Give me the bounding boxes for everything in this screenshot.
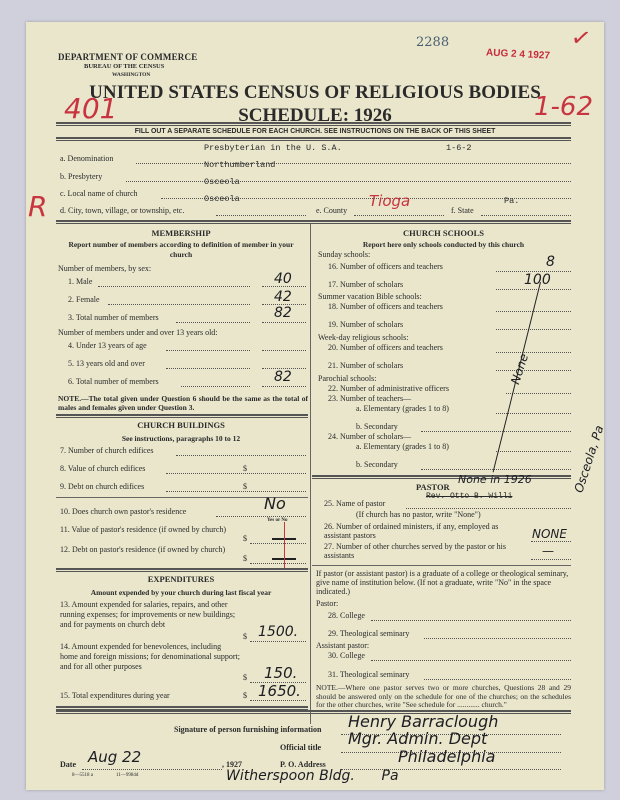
denomination-value[interactable]: Presbyterian in the U. S.A. xyxy=(204,143,342,153)
fill-out-instruction: FILL OUT A SEPARATE SCHEDULE FOR EACH CHURCH. SEE INSTRUCTIONS ON THE BACK OF THIS SHEET xyxy=(134,126,496,135)
signature-value[interactable]: Henry Barraclough xyxy=(348,712,499,731)
schedule-number-stamp: 2288 xyxy=(416,35,450,50)
q25-label: 25. Name of pastor xyxy=(324,499,386,508)
po-address-label: P. O. Address xyxy=(280,760,326,769)
form-subtitle: SCHEDULE: 1926 xyxy=(238,105,392,126)
city-line xyxy=(216,215,306,216)
q20-label: 20. Number of officers and teachers xyxy=(328,343,443,352)
city-label: d. City, town, village, or township, etc. xyxy=(60,206,185,215)
pastor-divider xyxy=(312,565,571,566)
check-mark-icon: ✓ xyxy=(568,22,594,54)
signature-label: Signature of person furnishing information xyxy=(174,725,322,734)
q8-line[interactable] xyxy=(166,473,306,474)
form-number: 8—5518 a xyxy=(72,773,93,778)
graduate-instruction: If pastor (or assistant pastor) is a graduate of a college or theological seminary, give name of institution below. (If not a graduate, write "No" in the space indicated.) xyxy=(316,569,569,596)
q26-label: 26. Number of ordained ministers, if any, employed as assistant pastors xyxy=(324,522,499,540)
parochial-schools-label: Parochial schools: xyxy=(318,374,377,383)
margin-mark-r: R xyxy=(28,190,48,223)
q9-line[interactable] xyxy=(166,491,306,492)
q16-value[interactable]: 8 xyxy=(546,254,555,270)
pastor-note: NOTE.—Where one pastor serves two or more churches, Questions 28 and 29 should be answered only on the schedule for one of the churches; on the schedules for the other churches, write "See schedule for ............ church." xyxy=(316,683,571,709)
pastor-none-note: None in 1926 xyxy=(458,473,532,486)
department-name: DEPARTMENT OF COMMERCE xyxy=(58,52,198,62)
received-date-stamp: AUG 2 4 1927 xyxy=(485,47,551,62)
census-schedule-sheet xyxy=(26,22,607,790)
q30-line[interactable] xyxy=(371,660,571,661)
q29-label: 29. Theological seminary xyxy=(328,629,410,638)
q22-line[interactable] xyxy=(506,393,571,394)
presbytery-line xyxy=(126,181,571,182)
official-title-value[interactable]: Mgr. Admin. Dept xyxy=(348,729,488,748)
weekday-schools-label: Week-day religious schools: xyxy=(318,333,409,342)
column-divider xyxy=(310,224,311,724)
q5-line xyxy=(166,368,250,369)
buildings-rule xyxy=(56,568,308,572)
assistant-pastor-subheading: Assistant pastor: xyxy=(316,641,370,650)
q3-total-value[interactable]: 82 xyxy=(274,305,292,321)
state-line xyxy=(481,215,571,216)
city-value[interactable]: Osceola xyxy=(204,194,240,204)
denomination-code: 1-6-2 xyxy=(446,143,472,153)
q4-answer-line[interactable] xyxy=(262,350,306,351)
q11-line[interactable] xyxy=(250,543,306,544)
county-label: e. County xyxy=(316,206,348,215)
bureau-name: BUREAU OF THE CENSUS xyxy=(84,63,165,70)
q10-line xyxy=(216,516,306,517)
q8-dollar: $ xyxy=(243,464,247,473)
q19-line[interactable] xyxy=(496,329,571,330)
q4-under13-label: 4. Under 13 years of age xyxy=(68,341,147,350)
po-address-value[interactable]: Philadelphia xyxy=(398,747,496,766)
q14-dollar: $ xyxy=(243,673,247,682)
state-label: f. State xyxy=(451,206,474,215)
buildings-heading: CHURCH BUILDINGS xyxy=(137,420,225,430)
print-code: 11—9984d xyxy=(116,773,139,778)
date-label: Date xyxy=(60,760,76,769)
q9-label: 9. Debt on church edifices xyxy=(60,482,145,491)
q1-male-label: 1. Male xyxy=(68,277,93,286)
yes-no-hint: Yes or No xyxy=(267,518,288,523)
by-sex-label: Number of members, by sex: xyxy=(58,264,152,273)
q13-line xyxy=(250,641,306,642)
q8-label: 8. Value of church edifices xyxy=(60,464,146,473)
denomination-label: a. Denomination xyxy=(60,154,114,163)
county-line xyxy=(354,215,444,216)
q23b-line[interactable] xyxy=(421,431,571,432)
q22-label: 22. Number of administrative officers xyxy=(328,384,449,393)
q15-label: 15. Total expenditures during year xyxy=(60,691,170,700)
q31-label: 31. Theological seminary xyxy=(328,670,410,679)
q7-line[interactable] xyxy=(176,455,306,456)
q24b-line[interactable] xyxy=(421,469,571,470)
q15-value[interactable]: 1650. xyxy=(258,682,301,700)
q13-label: 13. Amount expended for salaries, repairs, and other running expenses; for improvements or new buildings; and for payments on church debt xyxy=(60,600,236,629)
q11-dollar: $ xyxy=(243,534,247,543)
membership-heading: MEMBERSHIP xyxy=(151,228,211,238)
form-title: UNITED STATES CENSUS OF RELIGIOUS BODIES xyxy=(89,82,541,103)
q31-line[interactable] xyxy=(424,679,571,680)
q18-label: 18. Number of officers and teachers xyxy=(328,302,443,311)
sunday-schools-label: Sunday schools: xyxy=(318,250,371,259)
q30-label: 30. College xyxy=(328,651,365,660)
schools-intro: Report here only schools conducted by this church xyxy=(362,240,525,249)
q27-label: 27. Number of other churches served by the pastor or his assistants xyxy=(324,542,506,560)
local-church-name-value[interactable]: Osceola xyxy=(204,177,240,187)
expenditures-intro: Amount expended by your church during last fiscal year xyxy=(90,588,272,597)
q16-label: 16. Number of officers and teachers xyxy=(328,262,443,271)
membership-intro: Report number of members according to definition of member in your church xyxy=(68,240,294,259)
pastor-subheading: Pastor: xyxy=(316,599,339,608)
by-age-label: Number of members under and over 13 years old: xyxy=(58,328,218,337)
q23-label: 23. Number of teachers— xyxy=(328,394,412,403)
q2-line xyxy=(108,304,250,305)
q14-label: 14. Amount expended for benevolences, including home and foreign missions; for denominational support; and for all other purposes xyxy=(60,642,240,671)
q12-line[interactable] xyxy=(250,563,306,564)
q26-value[interactable]: NONE xyxy=(532,527,567,541)
membership-note: NOTE.—The total given under Question 6 should be the same as the total of males and females given under Question 3. xyxy=(58,394,308,412)
q15-line xyxy=(250,700,306,701)
q17-label: 17. Number of scholars xyxy=(328,280,404,289)
q3-answer-line xyxy=(262,322,306,323)
q24-label: 24. Number of scholars— xyxy=(328,432,412,441)
q27-value[interactable]: — xyxy=(542,544,554,558)
q21-line[interactable] xyxy=(496,370,571,371)
q3-total-label: 3. Total number of members xyxy=(68,313,159,322)
q20-line[interactable] xyxy=(496,352,571,353)
q6-total-label: 6. Total number of members xyxy=(68,377,159,386)
q21-label: 21. Number of scholars xyxy=(328,361,404,370)
q13-dollar: $ xyxy=(243,632,247,641)
q5-over13-label: 5. 13 years old and over xyxy=(68,359,145,368)
q23a-label: a. Elementary (grades 1 to 8) xyxy=(356,404,449,413)
q19-label: 19. Number of scholars xyxy=(328,320,404,329)
q26-line xyxy=(531,541,571,542)
q6-answer-line xyxy=(262,386,306,387)
q14-value[interactable]: 150. xyxy=(264,664,298,682)
official-title-label: Official title xyxy=(280,743,322,752)
q23b-label: b. Secondary xyxy=(356,422,398,431)
q2-female-value[interactable]: 42 xyxy=(274,289,292,305)
membership-rule xyxy=(56,414,308,418)
q29-line[interactable] xyxy=(424,638,571,639)
county-value[interactable]: Tioga xyxy=(369,192,411,210)
summer-schools-label: Summer vacation Bible schools: xyxy=(318,292,422,301)
po-address-line2[interactable]: Witherspoon Bldg. Pa xyxy=(226,768,399,784)
local-church-name-label: c. Local name of church xyxy=(60,189,138,198)
q11-label: 11. Value of pastor's residence (if owned by church) xyxy=(60,525,227,534)
q27-line xyxy=(531,559,571,560)
handwritten-number-right: 1-62 xyxy=(534,92,594,122)
q1-male-value[interactable]: 40 xyxy=(274,271,292,287)
date-line xyxy=(82,769,222,770)
q15-dollar: $ xyxy=(243,691,247,700)
pastor-heading: PASTOR xyxy=(416,482,450,492)
q28-label: 28. College xyxy=(328,611,365,620)
red-strike-mark xyxy=(284,522,285,568)
state-value[interactable]: Pa. xyxy=(504,196,520,206)
identity-rule xyxy=(56,220,571,224)
q10-label: 10. Does church own pastor's residence xyxy=(60,507,187,516)
q4-line xyxy=(166,350,250,351)
q17-line xyxy=(496,289,571,290)
schools-heading: CHURCH SCHOOLS xyxy=(403,228,484,238)
q2-female-label: 2. Female xyxy=(68,295,100,304)
q12-dollar: $ xyxy=(243,554,247,563)
q24a-label: a. Elementary (grades 1 to 8) xyxy=(356,442,449,451)
struck-pastor-name: Rev. Otto B. Willi xyxy=(426,492,513,501)
q13-value[interactable]: 1500. xyxy=(258,624,299,640)
header-rule-lower xyxy=(56,137,571,141)
margin-note-osceola: Osceola, Pa xyxy=(571,423,607,495)
q1-line xyxy=(98,286,250,287)
q3-line xyxy=(176,322,250,323)
presbytery-value[interactable]: Northumberland xyxy=(204,160,276,170)
schools-none-mark: None xyxy=(508,351,532,387)
q24b-label: b. Secondary xyxy=(356,460,398,469)
date-value[interactable]: Aug 22 xyxy=(88,748,142,766)
bureau-city: WASHINGTON xyxy=(112,72,151,78)
q7-label: 7. Number of church edifices xyxy=(60,446,154,455)
q6-line xyxy=(181,386,250,387)
q6-total-value[interactable]: 82 xyxy=(274,369,292,385)
q17-value[interactable]: 100 xyxy=(524,272,551,288)
q12-label: 12. Debt on pastor's residence (if owned by church) xyxy=(60,545,226,554)
buildings-intro: See instructions, paragraphs 10 to 12 xyxy=(121,434,241,443)
q25-line[interactable] xyxy=(406,508,571,509)
expenditures-heading: EXPENDITURES xyxy=(147,574,215,584)
q25-hint: (If church has no pastor, write "None") xyxy=(356,510,481,519)
denomination-line xyxy=(136,163,571,164)
q28-line[interactable] xyxy=(371,620,571,621)
date-year: , 1927 xyxy=(222,760,242,769)
schools-rule xyxy=(312,475,571,479)
q9-dollar: $ xyxy=(243,482,247,491)
presbytery-label: b. Presbytery xyxy=(60,172,103,181)
q24a-line[interactable] xyxy=(496,451,571,452)
q10-value[interactable]: No xyxy=(264,494,286,513)
handwritten-number-left: 401 xyxy=(64,92,118,125)
